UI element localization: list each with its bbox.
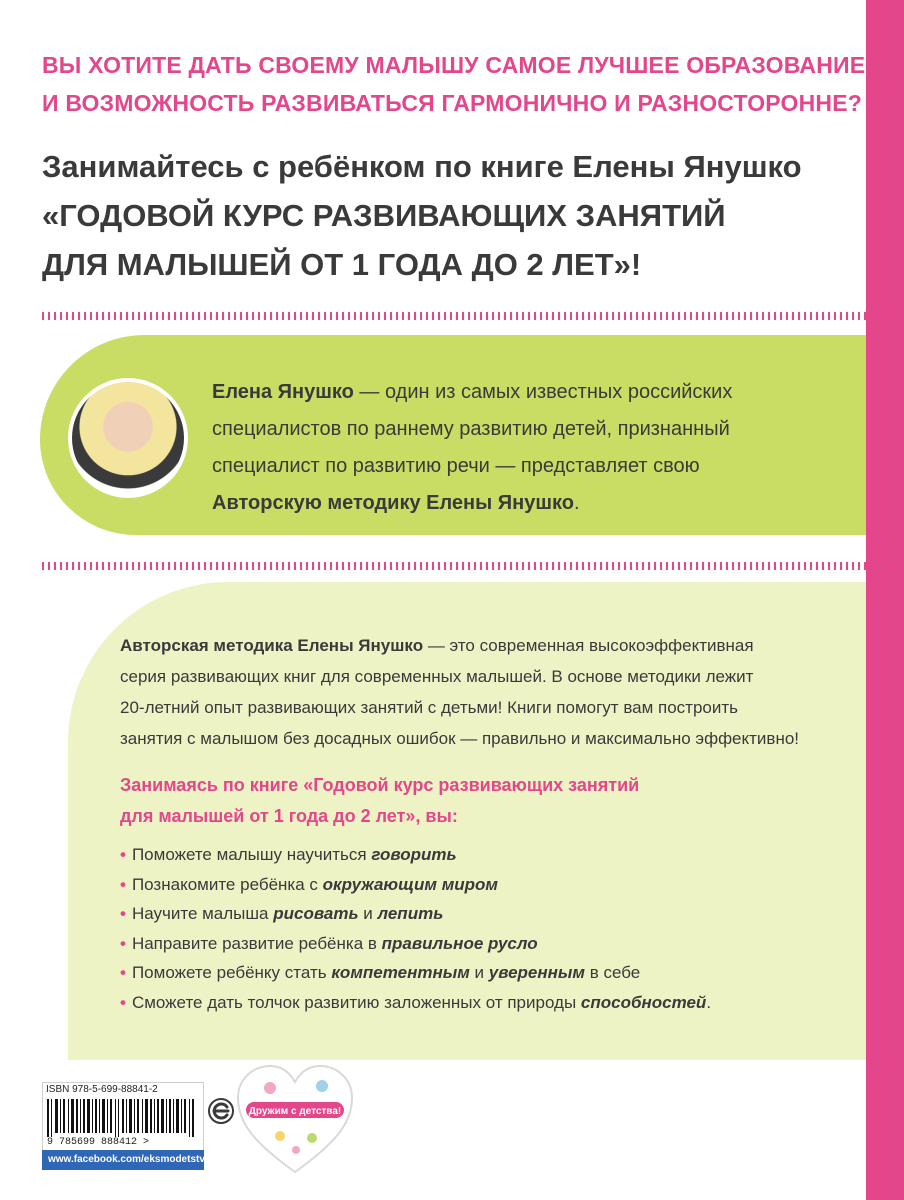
method-line-4: занятия с малышом без досадных ошибок — правильно и максимально эффективно! xyxy=(120,729,800,748)
author-method-name: Авторскую методику Елены Янушко xyxy=(212,492,574,514)
bullet-text: Поможете ребёнку стать xyxy=(131,963,332,982)
bullet-icon: • xyxy=(120,963,126,982)
list-item xyxy=(120,929,860,959)
author-photo xyxy=(68,378,188,498)
headline-question-line-1: ВЫ ХОТИТЕ ДАТЬ СВОЕМУ МАЛЫШУ САМОЕ ЛУЧШЕЕ ОБРАЗОВАНИЕ xyxy=(42,52,866,78)
barcode-icon xyxy=(47,1099,199,1137)
list-item xyxy=(120,958,860,988)
list-item xyxy=(120,840,860,870)
method-line-2: серия развивающих книг для современных малышей. В основе методики лежит xyxy=(120,667,754,686)
method-line-1: — это современная высокоэффективная xyxy=(423,636,754,655)
benefits-lead xyxy=(120,770,850,832)
bullet-icon: • xyxy=(120,933,126,953)
list-item xyxy=(120,899,860,929)
bullet-emphasis: говорить xyxy=(371,845,457,864)
book-spine-stripe xyxy=(866,0,904,1200)
bullet-text: . xyxy=(706,992,712,1012)
bullet-emphasis: способностей xyxy=(580,992,707,1012)
dashed-divider-bottom xyxy=(42,562,866,570)
method-line-3: 20-летний опыт развивающих занятий с детьми! Книги помогут вам построить xyxy=(120,698,739,717)
benefits-lead-line-2: для малышей от 1 года до 2 лет», вы: xyxy=(120,806,458,826)
facebook-link[interactable]: www.facebook.com/eksmodetstvo xyxy=(42,1150,204,1170)
bullet-emphasis: окружающим миром xyxy=(322,874,498,894)
bullet-icon: • xyxy=(120,904,126,923)
author-line-1: — один из самых известных российских xyxy=(353,381,733,403)
bullet-emphasis: уверенным xyxy=(488,963,586,982)
method-name: Авторская методика Елены Янушко xyxy=(120,636,424,655)
bullet-text: Научите малыша xyxy=(131,904,274,923)
author-line-3: специалист по развитию речи — представляет свою xyxy=(212,455,700,477)
publisher-logo-icon xyxy=(208,1098,234,1124)
bullet-text: Направите развитие ребёнка в xyxy=(131,933,382,953)
headline-question-line-2: И ВОЗМОЖНОСТЬ РАЗВИВАТЬСЯ ГАРМОНИЧНО И РАЗНОСТОРОННЕ? xyxy=(42,90,863,116)
heart-badge-text: Дружим с детства! xyxy=(248,1106,342,1117)
method-description xyxy=(120,630,850,754)
isbn-label: ISBN 978-5-699-88841-2 xyxy=(46,1084,158,1095)
bullet-text: Поможете малышу научиться xyxy=(131,845,372,864)
list-item xyxy=(120,870,860,900)
headline-book-title xyxy=(42,142,862,289)
headline-book-line-3: ДЛЯ МАЛЫШЕЙ ОТ 1 ГОДА ДО 2 ЛЕТ»! xyxy=(42,247,642,282)
author-description xyxy=(212,374,852,522)
bullet-icon: • xyxy=(120,845,126,864)
headline-question xyxy=(42,46,866,122)
headline-book-line-2: «ГОДОВОЙ КУРС РАЗВИВАЮЩИХ ЗАНЯТИЙ xyxy=(42,198,726,233)
headline-book-line-1: Занимайтесь с ребёнком по книге Елены Янушко xyxy=(42,149,802,184)
author-period: . xyxy=(573,492,580,514)
author-line-2: специалистов по раннему развитию детей, признанный xyxy=(212,418,730,440)
bullet-emphasis: правильное русло xyxy=(381,933,538,953)
dashed-divider-top xyxy=(42,312,866,320)
bullet-emphasis: лепить xyxy=(377,904,444,923)
list-item xyxy=(120,988,860,1018)
bullet-text: Познакомите ребёнка с xyxy=(131,874,323,894)
heart-badge-icon xyxy=(236,1064,354,1176)
benefits-list xyxy=(120,840,860,1017)
isbn-digits: 9 785699 888412 > xyxy=(47,1137,150,1148)
bullet-text: и xyxy=(358,904,378,923)
bullet-text: и xyxy=(469,963,489,982)
bullet-text: Сможете дать толчок развитию заложенных от природы xyxy=(131,992,581,1012)
benefits-lead-line-1: Занимаясь по книге «Годовой курс развивающих занятий xyxy=(120,775,640,795)
bullet-icon: • xyxy=(120,874,126,894)
bullet-text: в себе xyxy=(585,963,641,982)
bullet-emphasis: компетентным xyxy=(331,963,470,982)
bullet-icon: • xyxy=(120,992,126,1012)
author-name: Елена Янушко xyxy=(212,381,354,403)
bullet-emphasis: рисовать xyxy=(273,904,359,923)
